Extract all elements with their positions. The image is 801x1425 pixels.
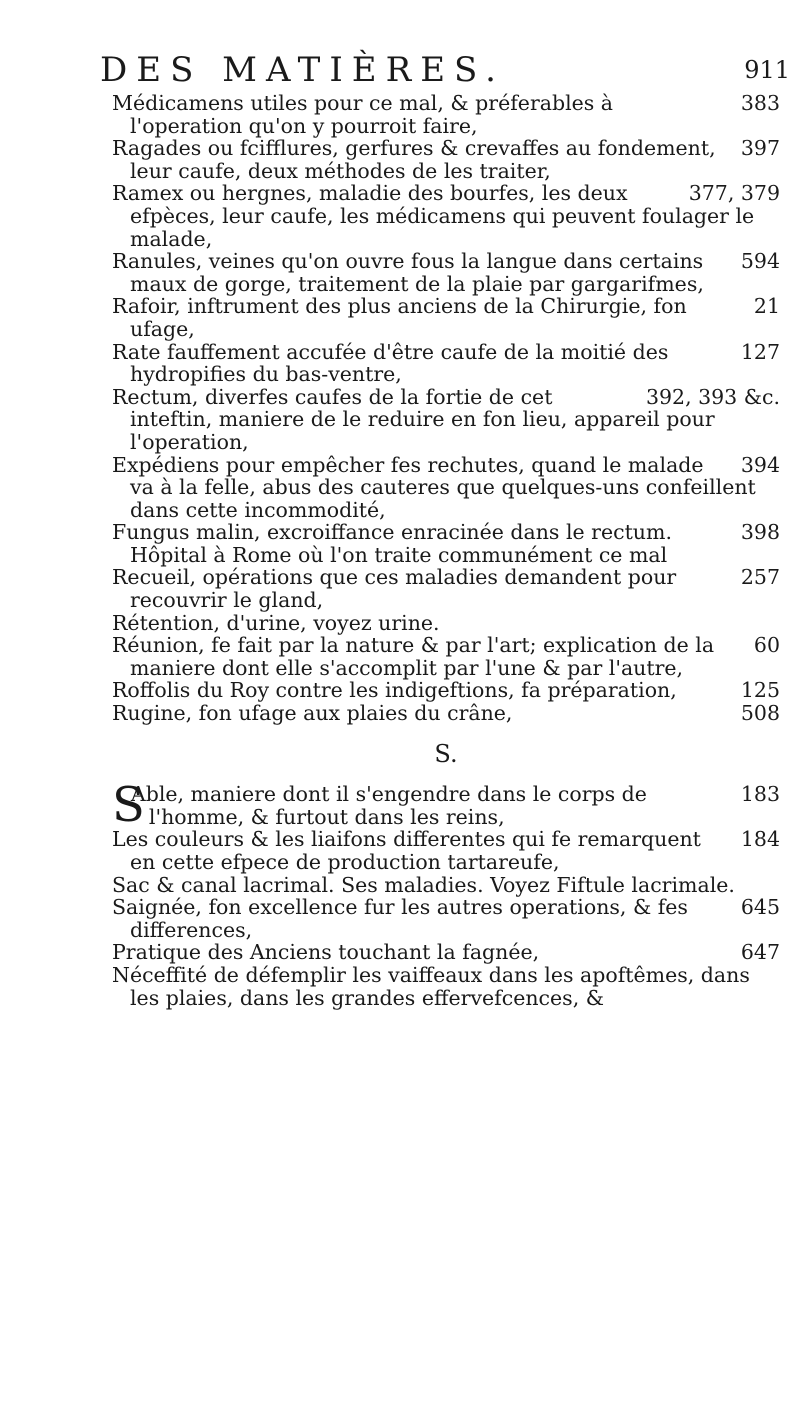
page-reference: 594 [740, 249, 780, 274]
index-entry [112, 454, 780, 522]
page-reference: 398 [740, 520, 780, 545]
index-entry [112, 941, 780, 964]
section-letter-heading: S. [434, 739, 458, 768]
index-entry [112, 250, 780, 295]
entry-text: Fungus malin, excroiffance enracinée dans le rectum. Hôpital à Rome où l'on traite communément ce mal [112, 520, 672, 567]
page-reference: 392, 393 &c. [645, 384, 780, 409]
page-reference: 21 [753, 294, 780, 319]
index-entry [112, 896, 780, 941]
page-reference: 257 [740, 565, 780, 590]
entry-text: Expédiens pour empêcher fes rechutes, quand le malade va à la felle, abus des cauteres que quelques-uns confeillent dans cette incommodité, [112, 452, 756, 522]
entry-text: Recueil, opérations que ces maladies demandent pour recouvrir le gland, [112, 565, 677, 613]
index-entry [112, 634, 780, 679]
index-column [112, 92, 780, 1009]
page-reference: 647 [740, 940, 780, 965]
running-head [100, 50, 790, 90]
entry-text: Rétention, d'urine, voyez urine. [112, 610, 440, 635]
entry-text: Pratique des Anciens touchant la fagnée, [112, 940, 540, 965]
page-reference: 60 [753, 633, 780, 658]
entry-text: Ragades ou fcifflures, gerfures & crevaffes au fondement, leur caufe, deux méthodes de les traiter, [112, 136, 716, 183]
index-entry [112, 521, 780, 566]
index-entry [112, 182, 780, 250]
page-reference: 397 [740, 136, 780, 161]
index-entry [112, 777, 780, 834]
index-entry [112, 702, 780, 725]
page-number: 911 [744, 56, 790, 84]
index-entry [112, 566, 780, 611]
index-entry [112, 828, 780, 873]
page-reference: 127 [740, 339, 780, 364]
index-entry [112, 341, 780, 386]
entry-text: Néceffité de défemplir les vaiffeaux dans les apoftêmes, dans les plaies, dans les grandes effervefcences, & [112, 962, 750, 1010]
index-entry [112, 295, 780, 340]
entry-text: Roffolis du Roy contre les indigeftions, fa préparation, [112, 678, 677, 703]
page-reference: 394 [740, 452, 780, 477]
running-title: DES MATIÈRES. [100, 50, 505, 90]
index-entry [112, 964, 780, 1009]
page-reference: 377, 379 [688, 181, 780, 206]
entry-text: Réunion, fe fait par la nature & par l'art; explication de la maniere dont elle s'accomplit par l'une & par l'autre, [112, 633, 715, 680]
entry-text: Médicamens utiles pour ce mal, & préferables à l'operation qu'on y pourroit faire, [112, 91, 614, 138]
entry-text: Rate fauffement accufée d'être caufe de la moitié des hydropifies du bas-ventre, [112, 339, 669, 387]
entry-text: Sac & canal lacrimal. Ses maladies. Voyez Fiftule lacrimale. [112, 872, 735, 897]
page-reference: 645 [740, 895, 780, 920]
page-reference: 125 [740, 678, 780, 703]
entry-text: Les couleurs & les liaifons differentes qui fe remarquent en cette efpece de production tartareufe, [112, 827, 701, 874]
index-entry [112, 874, 780, 897]
page-reference: 383 [740, 91, 780, 115]
index-entry [112, 612, 780, 635]
entry-text: Rectum, diverfes caufes de la fortie de cet inteftin, maniere de le reduire en fon lieu, appareil pour l'operation, [112, 384, 715, 454]
page-reference: 508 [740, 701, 780, 726]
entry-text: Rafoir, inftrument des plus anciens de la Chirurgie, fon ufage, [112, 294, 687, 341]
index-entry [112, 92, 780, 137]
drop-capital: S [112, 777, 145, 834]
entry-text: Saignée, fon excellence fur les autres operations, & fes differences, [112, 895, 688, 942]
entry-text: Ranules, veines qu'on ouvre fous la langue dans certains maux de gorge, traitement de la plaie par gargarifmes, [112, 249, 704, 296]
entry-text: Rugine, fon ufage aux plaies du crâne, [112, 701, 513, 726]
entry-text: Ramex ou hergnes, maladie des bourfes, les deux efpèces, leur caufe, les médicamens qui peuvent foulager le malade, [112, 181, 755, 251]
entry-text: Able, maniere dont il s'engendre dans le corps de l'homme, & furtout dans les reins, [130, 782, 647, 829]
index-entry [112, 386, 780, 454]
index-entry [112, 137, 780, 182]
index-entry [112, 679, 780, 702]
page-reference: 183 [740, 782, 780, 807]
page-reference: 184 [740, 827, 780, 852]
